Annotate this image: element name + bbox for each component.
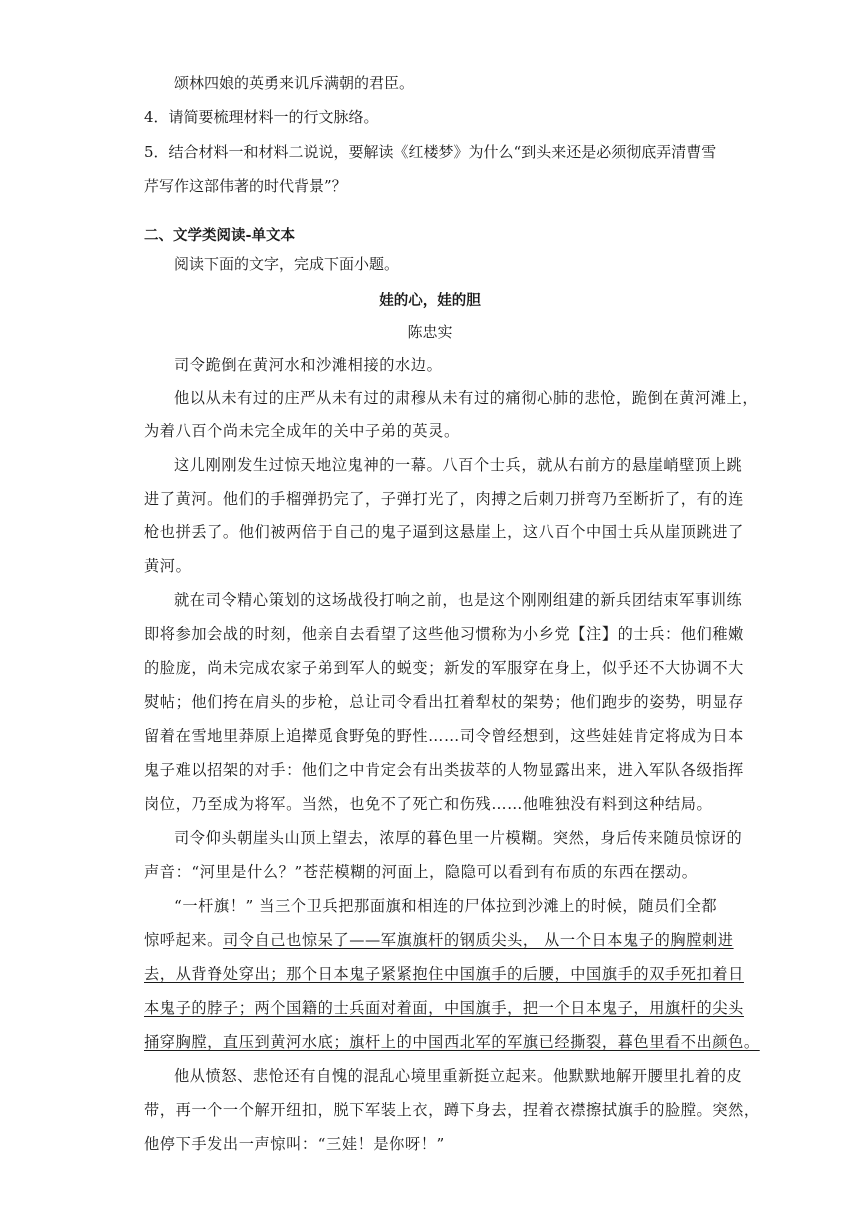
paragraph-line: 他以从未有过的庄严从未有过的肃穆从未有过的痛彻心肺的悲怆，跪倒在黄河滩上，: [174, 389, 759, 407]
underlined-segment: 司令自己也惊呆了——军旗旗杆的钢质尖头， 从一个日本鬼子的胸膛刺进: [222, 931, 734, 949]
paragraph-line: 熨帖；他们挎在肩头的步枪，总让司令看出扛着犁杖的架势；他们跑步的姿势，明显存: [144, 693, 744, 711]
paragraph-line: 声音：“河里是什么？”苍茫模糊的河面上，隐隐可以看到有布质的东西在摆动。: [144, 863, 698, 881]
paragraph-line: 枪也拼丢了。他们被两倍于自己的鬼子逼到这悬崖上，这八百个中国士兵从崖顶跳进了: [144, 523, 744, 541]
plain-segment: 惊呼起来。: [144, 931, 223, 949]
section-heading: 二、文学类阅读-单文本: [144, 228, 296, 244]
question-4: 4．请简要梳理材料一的行文脉络。: [144, 108, 379, 126]
text-line: 颂林四娘的英勇来讥斥满朝的君臣。: [174, 74, 415, 92]
paragraph-line: 鬼子难以招架的对手：他们之中肯定会有出类拔萃的人物显露出来，进入军队各级指挥: [144, 761, 744, 779]
story-title: 娃的心，娃的胆: [379, 293, 481, 309]
paragraph-line: 带，再一个一个解开纽扣，脱下军装上衣，蹲下身去，捏着衣襟擦拭旗手的脸膛。突然，: [144, 1101, 760, 1119]
paragraph-line: 即将参加会战的时刻，他亲自去看望了这些他习惯称为小乡党【注】的士兵：他们稚嫩: [144, 625, 744, 643]
underlined-line: 捅穿胸膛，直压到黄河水底；旗杆上的中国西北军的军旗已经撕裂，暮色里看不出颜色。: [144, 1033, 760, 1051]
question-5-line-2: 芹写作这部伟著的时代背景”？: [144, 177, 347, 195]
story-author: 陈忠实: [407, 323, 453, 341]
underlined-line: 去，从背脊处穿出；那个日本鬼子紧紧抱住中国旗手的后腰，中国旗手的双手死扣着日: [144, 965, 744, 983]
paragraph-line: 这儿刚刚发生过惊天地泣鬼神的一幕。八百个士兵，就从右前方的悬崖峭壁顶上跳: [174, 456, 743, 474]
paragraph-line: 司令仰头朝崖头山顶上望去，浓厚的暮色里一片模糊。突然，身后传来随员惊讶的: [174, 829, 743, 847]
instruction-text: 阅读下面的文字，完成下面小题。: [174, 255, 400, 273]
paragraph-line: 黄河。: [144, 557, 192, 575]
paragraph-line: 就在司令精心策划的这场战役打响之前，也是这个刚刚组建的新兵团结束军事训练: [174, 591, 743, 609]
underlined-line: 本鬼子的脖子；两个国籍的士兵面对着面，中国旗手，把一个日本鬼子，用旗杆的尖头: [144, 999, 744, 1017]
paragraph-line: 他从愤怒、悲怆还有自愧的混乱心境里重新挺立起来。他默默地解开腰里扎着的皮: [174, 1067, 743, 1085]
question-5-line-1: 5．结合材料一和材料二说说，要解读《红楼梦》为什么“到头来还是必须彻底弄清曹雪: [144, 143, 717, 161]
paragraph-line: 留着在雪地里莽原上追撵觅食野兔的野性……司令曾经想到，这些娃娃肯定将成为日本: [144, 727, 744, 745]
paragraph-line: 为着八百个尚未完全成年的关中子弟的英灵。: [144, 422, 460, 440]
paragraph-line: 进了黄河。他们的手榴弹扔完了，子弹打光了，肉搏之后刺刀拼弯乃至断折了，有的连: [144, 490, 744, 508]
paragraph-line: 岗位，乃至成为将军。当然，也免不了死亡和伤残……他唯独没有料到这种结局。: [144, 795, 713, 813]
paragraph-line: 的脸庞，尚未完成农家子弟到军人的蜕变；新发的军服穿在身上，似乎还不大协调不大: [144, 659, 744, 677]
paragraph-line: “一杆旗！” 当三个卫兵把那面旗和相连的尸体拉到沙滩上的时候，随员们全都: [174, 897, 718, 915]
paragraph-line: 他停下手发出一声惊叫：“三娃！是你呀！”: [144, 1135, 445, 1153]
paragraph-line: [144, 930, 734, 950]
paragraph-line: 司令跪倒在黄河水和沙滩相接的水边。: [174, 356, 443, 374]
